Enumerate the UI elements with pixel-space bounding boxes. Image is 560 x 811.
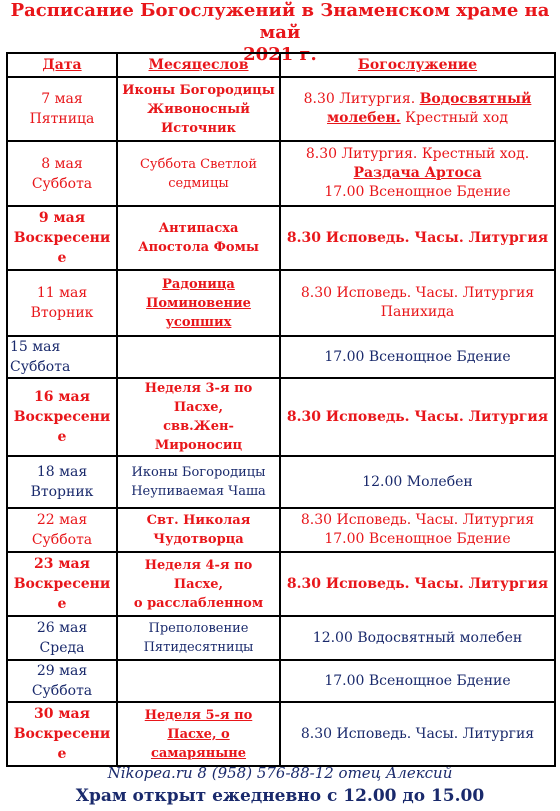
weekday: Пятница <box>29 111 95 127</box>
date: 23 мая <box>34 556 90 572</box>
date: 8 мая <box>41 155 83 172</box>
calendar-cell <box>117 141 280 206</box>
service-cell <box>280 270 555 336</box>
service-cell <box>280 206 555 270</box>
header-calendar: Месяцеслов <box>117 53 280 77</box>
calendar-line: Апостола Фомы <box>138 240 259 255</box>
weekday: Суббота <box>31 683 93 699</box>
calendar-cell <box>117 702 280 766</box>
calendar-cell <box>117 206 280 270</box>
date: 11 мая <box>36 285 88 301</box>
date: 22 мая <box>36 512 88 528</box>
service-line: 8.30 Исповедь. Часы. Литургия <box>300 512 535 528</box>
service-cell <box>280 378 555 456</box>
weekday: Вторник <box>30 305 94 321</box>
weekday: Суббота <box>31 532 93 548</box>
table-row <box>7 660 555 702</box>
weekday: Вторник <box>30 484 94 500</box>
date-cell <box>7 508 117 552</box>
service-cell <box>280 616 555 660</box>
calendar-line: Свт. Николая <box>146 513 251 528</box>
calendar-line: усопших <box>165 314 232 330</box>
calendar-cell <box>117 616 280 660</box>
service-cell <box>280 552 555 616</box>
header-service: Богослужение <box>280 53 555 77</box>
service-line: 8.30 Исповедь. Часы. Литургия <box>286 575 549 592</box>
table-row <box>7 270 555 336</box>
date-cell <box>7 660 117 702</box>
calendar-line: Иконы Богородицы <box>122 82 275 98</box>
calendar-line: Неупиваемая Чаша <box>131 484 266 499</box>
date-cell <box>7 552 117 616</box>
date-cell <box>7 456 117 508</box>
calendar-cell <box>117 270 280 336</box>
title-line-2: 2021 г. <box>243 44 317 65</box>
date: 26 мая <box>36 620 88 636</box>
weekday: Воскресение <box>13 726 111 762</box>
calendar-cell <box>117 77 280 141</box>
calendar-line: самаряныне <box>150 745 247 761</box>
calendar-line: о расслабленном <box>133 595 264 611</box>
service-line: 8.30 Исповедь. Часы. Литургия <box>300 285 535 301</box>
date-cell <box>7 206 117 270</box>
calendar-line: Пятидесятницы <box>143 640 254 655</box>
contact-info: Nikopea.ru 8 (958) 576-88-12 отец Алексий <box>107 764 453 782</box>
calendar-line: Пасхе, о <box>167 726 230 742</box>
date-cell <box>7 141 117 206</box>
calendar-cell <box>117 552 280 616</box>
opening-hours: Храм открыт ежедневно с 12.00 до 15.00 <box>75 786 485 806</box>
date: 30 мая <box>34 706 90 722</box>
service-line: Панихида <box>380 304 455 320</box>
table-row <box>7 378 555 456</box>
service-line: 8.30 Исповедь. Часы. Литургия <box>286 408 549 425</box>
calendar-line: свв.Жен-Мироносиц <box>154 419 243 453</box>
date: 16 мая <box>34 389 90 405</box>
calendar-cell <box>117 456 280 508</box>
calendar-line: седмицы <box>168 175 229 191</box>
calendar-line: Неделя 4-я по <box>144 557 253 573</box>
service-text: молебен. <box>327 110 401 126</box>
table-row <box>7 206 555 270</box>
weekday: Воскресение <box>13 409 111 445</box>
service-cell <box>280 508 555 552</box>
calendar-line: Иконы Богородицы <box>131 465 266 480</box>
table-row <box>7 77 555 141</box>
calendar-cell <box>117 378 280 456</box>
calendar-line: Чудотворца <box>153 532 244 547</box>
calendar-line: Поминовение <box>146 295 251 311</box>
table-row <box>7 456 555 508</box>
table-row <box>7 141 555 206</box>
table-row <box>7 336 555 378</box>
service-text: Водосвятный <box>419 91 532 107</box>
calendar-line: Живоносный Источник <box>147 101 250 136</box>
service-line: 12.00 Водосвятный молебен <box>312 629 523 646</box>
calendar-cell <box>117 508 280 552</box>
weekday: Суббота <box>31 175 93 192</box>
date: 15 мая <box>10 339 61 355</box>
service-cell <box>280 141 555 206</box>
service-line: 8.30 Исповедь. Часы. Литургия <box>286 229 549 246</box>
service-line: Раздача Артоса <box>353 165 482 181</box>
service-cell <box>280 77 555 141</box>
service-text: 8.30 Литургия. <box>303 91 416 107</box>
service-cell <box>280 702 555 766</box>
calendar-line: Антипасха <box>158 221 239 236</box>
service-line: 17.00 Всенощное Бдение <box>324 184 511 200</box>
header-row <box>7 53 555 77</box>
service-line: 17.00 Всенощное Бдение <box>324 531 511 547</box>
calendar-line: Неделя 3-я по Пасхе, <box>144 381 253 415</box>
date: 29 мая <box>36 663 88 679</box>
calendar-line: Радоница <box>162 276 235 292</box>
date-cell <box>7 378 117 456</box>
date-cell <box>7 270 117 336</box>
service-line <box>283 90 552 109</box>
weekday: Воскресение <box>13 230 111 266</box>
calendar-line: Пасхе, <box>173 576 224 592</box>
date-cell <box>7 77 117 141</box>
date-cell <box>7 336 117 378</box>
date-cell <box>7 702 117 766</box>
service-line: 8.30 Исповедь. Часы. Литургия <box>300 725 535 742</box>
service-line: 17.00 Всенощное Бдение <box>324 348 511 365</box>
table-row <box>7 552 555 616</box>
service-line: 8.30 Литургия. Крестный ход. <box>305 146 530 162</box>
table-row <box>7 616 555 660</box>
table-row <box>7 702 555 766</box>
header-date: Дата <box>7 53 117 77</box>
service-cell <box>280 456 555 508</box>
calendar-line: Неделя 5-я по <box>144 707 253 723</box>
date-cell <box>7 616 117 660</box>
service-line: 17.00 Всенощное Бдение <box>324 672 511 689</box>
service-line: 12.00 Молебен <box>362 473 473 490</box>
service-cell <box>280 336 555 378</box>
date: 9 мая <box>38 210 86 226</box>
date: 7 мая <box>41 91 83 107</box>
weekday: Среда <box>39 640 85 656</box>
weekday: Воскресение <box>13 576 111 612</box>
date: 18 мая <box>36 464 88 480</box>
weekday: Суббота <box>10 359 71 375</box>
calendar-cell <box>117 336 280 378</box>
title-line-1: Расписание Богослужений в Знаменском храме на май <box>10 0 550 43</box>
schedule-table <box>6 52 556 767</box>
service-line <box>283 109 552 128</box>
table-row <box>7 508 555 552</box>
calendar-line: Суббота Светлой <box>139 156 258 172</box>
calendar-cell <box>117 660 280 702</box>
calendar-line: Преполовение <box>148 621 249 636</box>
service-cell <box>280 660 555 702</box>
service-text: Крестный ход <box>405 110 508 126</box>
